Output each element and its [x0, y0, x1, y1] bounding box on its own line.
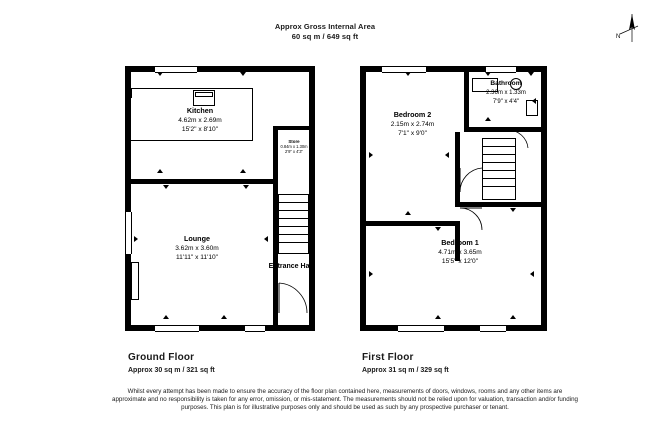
ff-arrow-bedroom2-top: [405, 72, 411, 76]
gf-arrow-lounge-right: [264, 236, 268, 242]
ff-window-bedroom2-top: [382, 66, 426, 73]
ff-arrow-bedroom1-left: [369, 271, 373, 277]
ff-room-bedroom2-dim-metric: 2.15m x 2.74m: [390, 121, 435, 129]
ff-room-bathroom-name: Bathroom: [490, 80, 522, 87]
gross-area-value: 60 sq m / 649 sq ft: [291, 32, 359, 41]
gf-room-lounge-name: Lounge: [184, 234, 210, 243]
gf-window-lounge-left: [125, 212, 132, 254]
ground-floor-plan: [125, 66, 315, 331]
ff-wall-bedroom2-bottom: [360, 221, 460, 226]
gf-room-store-dim-imperial: 2'9" x 4'3": [285, 149, 303, 155]
gf-room-entrance-hall: [263, 262, 319, 272]
gf-room-lounge: [137, 234, 257, 263]
ff-wall-left: [360, 66, 366, 331]
disclaimer-text: Whilst every attempt has been made to ensure the accuracy of the floor plan contained here, measurements of doors, windows, rooms and any other items are approximate and no responsibility is taken for any error, omission, or mis-statement. The measurements should not be relied upon for valuation, transaction and/or funding purposes. This plan is for illustrative purposes only and should be used as such by any prospective purchaser or tenant.: [112, 388, 578, 412]
gf-arrow-lounge-top-right: [243, 185, 249, 189]
gf-kitchen-counter-bottom: [131, 140, 253, 141]
compass-icon: [608, 12, 642, 52]
gf-wall-store-top: [273, 126, 311, 130]
gf-arrow-lounge-bottom-right: [221, 315, 227, 319]
compass-north-label: N: [616, 34, 621, 40]
gf-arrow-kitchen-top-left: [157, 72, 163, 76]
ff-room-bedroom1-dim-imperial: 15'5" x 12'0": [441, 258, 479, 266]
ff-arrow-bathroom-top-right: [528, 72, 534, 76]
gf-room-kitchen-dim-imperial: 15'2" x 8'10": [181, 126, 219, 134]
ff-arrow-bedroom1-bottom: [435, 315, 441, 319]
ff-room-bedroom1-dim-metric: 4.71m x 3.65m: [438, 249, 482, 257]
gf-room-kitchen-name: Kitchen: [186, 106, 214, 115]
ff-arrow-bedroom1-top-right: [510, 208, 516, 212]
gf-arrow-kitchen-top-right: [240, 72, 246, 76]
ff-arrow-bathroom-bottom: [485, 117, 491, 121]
gf-lounge-fireplace: [131, 262, 139, 300]
gf-wall-top: [125, 66, 315, 72]
ff-wall-bottom: [360, 325, 547, 331]
gf-arrow-lounge-bottom-left: [163, 315, 169, 319]
gf-wall-kitchen-lounge: [125, 179, 277, 184]
ff-room-bathroom-dim-metric: 2.36m x 1.33m: [486, 90, 526, 97]
ff-arrow-bedroom1-top: [435, 227, 441, 231]
ff-door-bedroom2: [458, 166, 484, 194]
first-floor-caption: [362, 352, 449, 374]
gf-arrow-lounge-top-left: [163, 185, 169, 189]
ff-arrow-bathroom-top: [485, 72, 491, 76]
ff-door-bathroom: [506, 128, 532, 150]
gf-room-store: [275, 139, 313, 155]
first-floor-plan: [360, 66, 547, 331]
gf-room-entrance-hall-name: Entrance Hall: [268, 263, 314, 270]
gf-room-store-dim-metric: 0.84m x 1.30m: [280, 144, 308, 150]
gf-arrow-kitchen-bottom-right: [240, 169, 246, 173]
gross-area-label: Approx Gross Internal Area: [274, 22, 376, 31]
gf-window-hall-bottom: [245, 325, 265, 332]
gf-kitchen-counter-top: [131, 88, 253, 89]
gf-arrow-kitchen-bottom-left: [157, 169, 163, 173]
ff-room-bedroom1-name: Bedroom 1: [441, 238, 479, 247]
ff-window-bedroom1-bottom: [398, 325, 444, 332]
gf-room-kitchen: [145, 106, 255, 135]
gf-staircase: [278, 194, 309, 254]
ff-arrow-bedroom2-bottom: [405, 211, 411, 215]
first-floor-area: Approx 31 sq m / 329 sq ft: [362, 367, 449, 374]
ff-door-bedroom1: [458, 206, 484, 232]
ground-floor-caption: [128, 352, 215, 374]
ff-room-bathroom-dim-imperial: 7'9" x 4'4": [492, 98, 520, 105]
gf-kitchen-counter-left: [131, 88, 132, 98]
page-title: [0, 22, 650, 42]
gf-kitchen-sink-basin: [195, 92, 213, 97]
first-floor-title: First Floor: [362, 352, 414, 363]
gf-room-lounge-dim-metric: 3.62m x 3.60m: [175, 245, 219, 253]
gf-room-store-name: Store: [288, 139, 300, 144]
ff-arrow-bedroom1-bottom-right: [510, 315, 516, 319]
ground-floor-title: Ground Floor: [128, 352, 195, 363]
gf-room-lounge-dim-imperial: 11'11" x 11'10": [175, 254, 219, 262]
gf-window-lounge-bottom: [155, 325, 199, 332]
ff-room-bedroom1: [405, 238, 515, 267]
ground-floor-area: Approx 30 sq m / 321 sq ft: [128, 367, 215, 374]
ff-room-bedroom2: [370, 110, 455, 139]
ff-arrow-bedroom2-left: [369, 152, 373, 158]
ff-arrow-bedroom1-right: [530, 271, 534, 277]
ff-room-bathroom: [465, 80, 547, 106]
ff-room-bedroom2-dim-imperial: 7'1" x 9'0": [398, 130, 427, 138]
ff-arrow-bedroom2-right: [445, 152, 449, 158]
gf-entrance-door: [277, 281, 311, 327]
ff-window-bedroom1-bottom-2: [480, 325, 506, 332]
ff-room-bedroom2-name: Bedroom 2: [393, 110, 432, 119]
gf-room-kitchen-dim-metric: 4.62m x 2.69m: [178, 117, 222, 125]
